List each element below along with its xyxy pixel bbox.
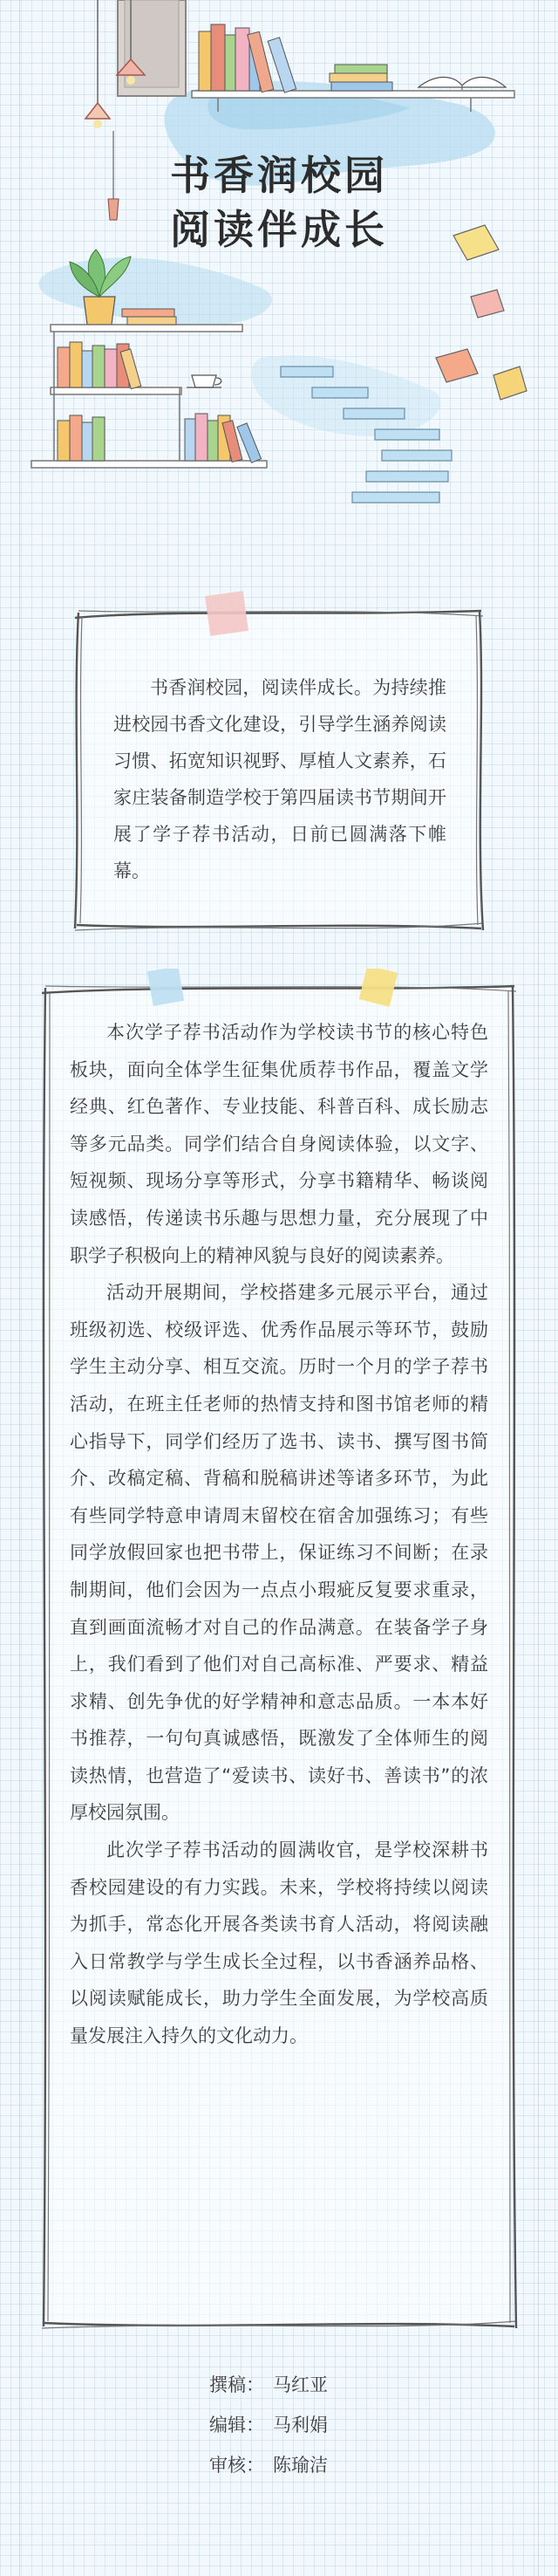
article-body — [70, 1014, 488, 2055]
article-paragraph-2: 活动开展期间，学校搭建多元展示平台，通过班级初选、校级评选、优秀作品展示等环节，鼓励学生主动分享、相互交流。历时一个月的学子荐书活动，在班主任老师的热情支持和图书馆老师的精心指导下，同学们经历了选书、读书、撰写图书简介、改稿定稿、背稿和脱稿讲述等诸多环节，为此有些同学特意申请周末留校在宿舍加强练习；有些同学放假回家也把书带上，保证练习不间断；在录制期间，他们会因为一点点小瑕疵反复要求重录，直到画面流畅才对自己的作品满意。在装备学子身上，我们看到了他们对自己高标准、严要求、精益求精、创先争优的好学精神和意志品质。一本本好书推荐，一句句真诚感悟，既激发了全体师生的阅读热情，也营造了“爱读书、读好书、善读书”的浓厚校园氛围。 — [70, 1282, 488, 1824]
credit-reviewer — [209, 2445, 436, 2485]
washi-tape-icon — [205, 591, 248, 636]
washi-tape-icon — [147, 969, 184, 1006]
credit-name: 马红亚 — [273, 2374, 328, 2395]
credit-writer — [209, 2365, 436, 2405]
credit-label: 撰稿： — [209, 2374, 264, 2395]
header-illustration-svg — [0, 0, 558, 541]
bookshelf-icon — [31, 309, 267, 468]
article-paragraph-3: 此次学子荐书活动的圆满收官，是学校深耕书香校园建设的有力实践。未来，学校将持续以阅读为抓手，常态化开展各类读书育人活动，将阅读融入日常教学与学生成长全过程，以书香涵养品格、以阅读赋能成长，助力学生全面发展，为学校高质量发展注入持久的文化动力。 — [70, 1840, 488, 2047]
credit-editor — [209, 2405, 436, 2445]
credits — [209, 2365, 436, 2485]
credit-name: 马利娟 — [273, 2415, 328, 2436]
intro-paragraph: 书香润校园，阅读伴成长。为持续推进校园书香文化建设，引导学生涵养阅读习惯、拓宽知识视野、厚植人文素养，石家庄装备制造学校于第四届读书节期间开展了学子荐书活动，日前已圆满落下帷幕。 — [113, 677, 446, 881]
intro-card — [70, 586, 488, 942]
credit-label: 编辑： — [209, 2415, 264, 2436]
credit-label: 审核： — [209, 2455, 264, 2476]
credit-name: 陈瑜洁 — [273, 2455, 328, 2476]
header-illustration — [0, 0, 558, 541]
title-line-1: 书香润校园 — [170, 152, 388, 199]
page-title — [0, 148, 558, 257]
title-line-2: 阅读伴成长 — [170, 206, 388, 253]
teacup-icon — [187, 375, 221, 387]
article-card — [38, 969, 520, 2340]
article-paragraph-1: 本次学子荐书活动作为学校读书节的核心特色板块，面向全体学生征集优质荐书作品，覆盖文学经典、红色著作、专业技能、科普百科、成长励志等多元品类。同学们结合自身阅读体验，以文字、短视频、现场分享等形式，分享书籍精华、畅谈阅读感悟，传递读书乐趣与思想力量，充分展现了中职学子积极向上的精神风貌与良好的阅读素养。 — [70, 1022, 488, 1266]
